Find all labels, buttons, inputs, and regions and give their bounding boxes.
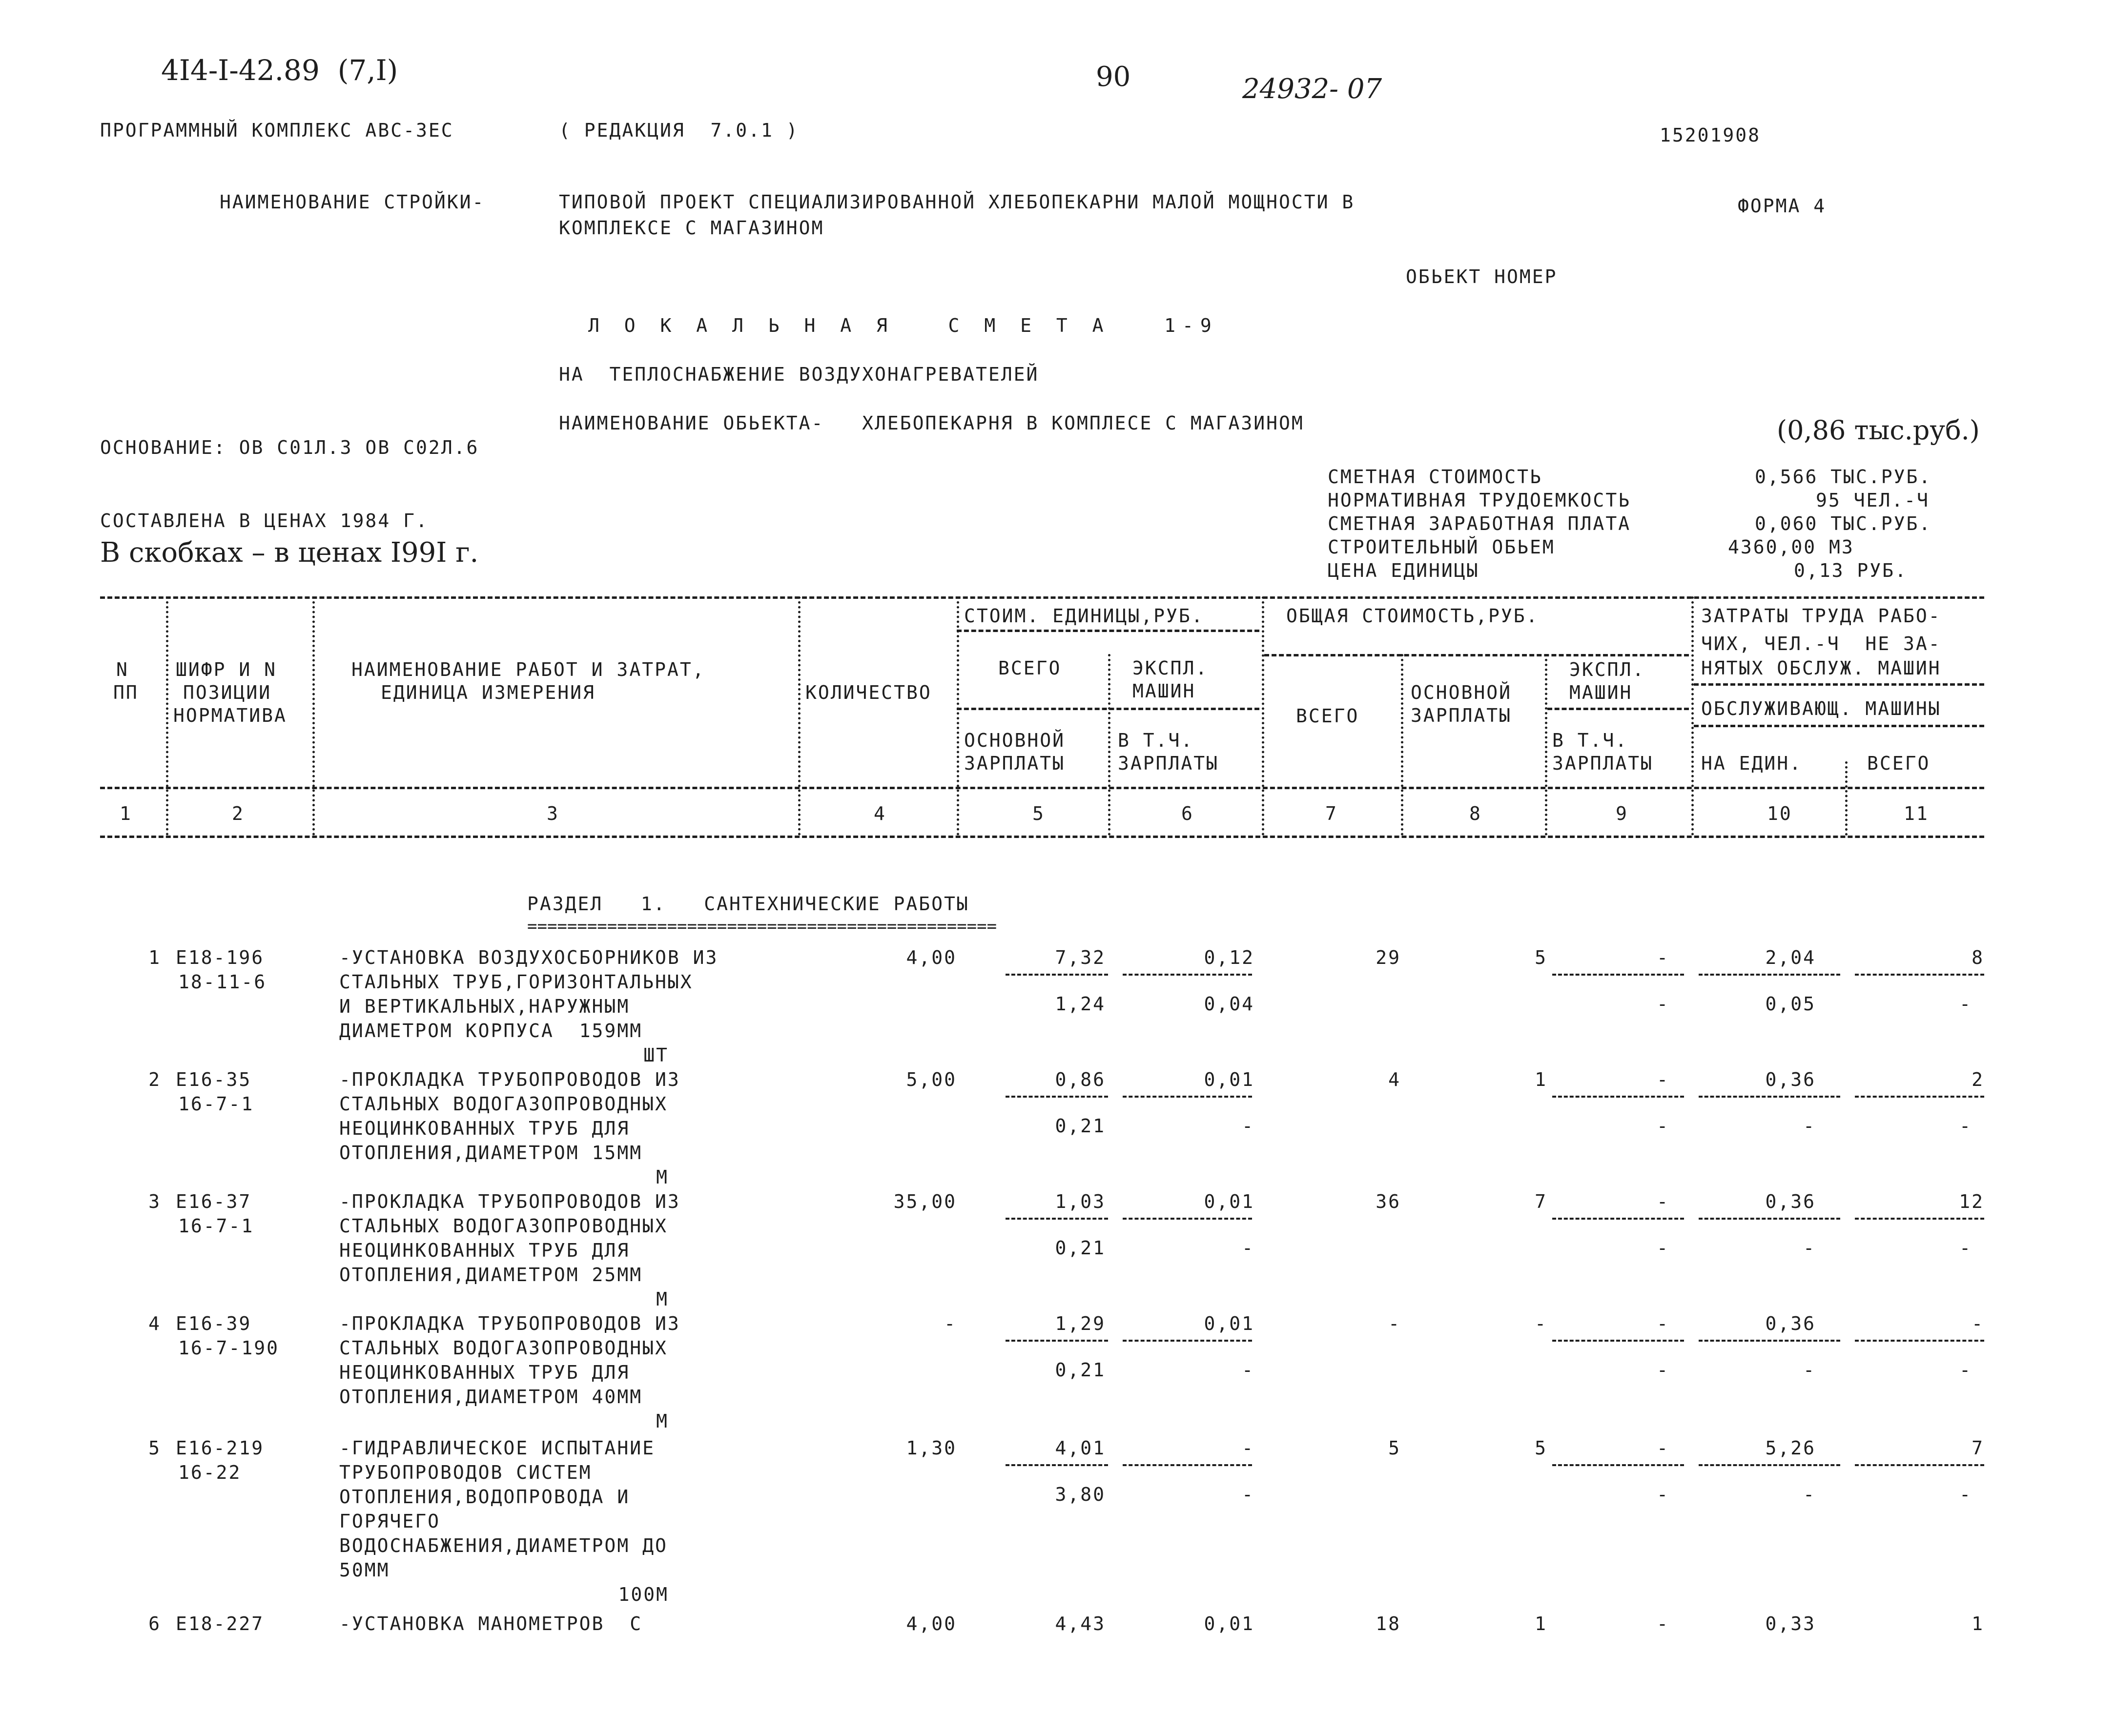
row-total-all: 36 <box>1376 1191 1401 1212</box>
header-rule <box>100 787 1984 789</box>
row-total-incl: - <box>1657 1359 1669 1381</box>
column-separator <box>312 596 315 836</box>
object-name: НАИМЕНОВАНИЕ ОБЬЕКТА- ХЛЕБОПЕКАРНЯ В КОМПЛЕСЕ С МАГАЗИНОМ <box>559 412 1304 434</box>
row-labor-unit: 0,36 <box>1765 1191 1816 1212</box>
column-number: 8 <box>1469 803 1482 824</box>
header-unit-mach: ЭКСПЛ. <box>1132 657 1209 679</box>
row-unit-total: 1,29 <box>1055 1313 1106 1334</box>
row-description: -ПРОКЛАДКА ТРУБОПРОВОДОВ ИЗ <box>339 1313 680 1334</box>
column-separator <box>1545 654 1547 836</box>
row-description: ВОДОСНАБЖЕНИЯ,ДИАМЕТРОМ ДО <box>339 1535 668 1556</box>
row-total-incl: - <box>1657 993 1669 1015</box>
summary-value: 0,060 ТЫС.РУБ. <box>1755 513 1932 534</box>
summary-label: СМЕТНАЯ ЗАРАБОТНАЯ ПЛАТА <box>1328 513 1631 534</box>
row-unit-wage: 3,80 <box>1055 1484 1106 1505</box>
row-labor-unit: 5,26 <box>1765 1437 1816 1459</box>
column-number: 4 <box>874 803 886 824</box>
row-labor-unit: 0,36 <box>1765 1069 1816 1090</box>
cell-divider <box>1552 1218 1684 1220</box>
row-description: СТАЛЬНЫХ ВОДОГАЗОПРОВОДНЫХ <box>339 1337 668 1359</box>
column-number: 11 <box>1904 803 1929 824</box>
row-unit-wage: 0,21 <box>1055 1115 1106 1137</box>
row-description: ОТОПЛЕНИЯ,ВОДОПРОВОДА И <box>339 1486 630 1508</box>
construction-name-line1: ТИПОВОЙ ПРОЕКТ СПЕЦИАЛИЗИРОВАННОЙ ХЛЕБОПЕКАРНИ МАЛОЙ МОЩНОСТИ В <box>559 191 1355 213</box>
row-quantity: 35,00 <box>893 1191 957 1212</box>
header-rule <box>100 836 1984 838</box>
estimate-title: Л О К А Л Ь Н А Я С М Е Т А 1-9 <box>588 315 1218 336</box>
row-number: 4 <box>148 1313 161 1334</box>
estimate-subject: НА ТЕПЛОСНАБЖЕНИЕ ВОЗДУХОНАГРЕВАТЕЛЕЙ <box>559 364 1039 385</box>
total-1991-prices: (0,86 тыс.руб.) <box>1777 415 1980 446</box>
row-total-all: 4 <box>1388 1069 1401 1090</box>
row-labor-total: 12 <box>1959 1191 1984 1212</box>
row-labor-serv: - <box>1803 1237 1816 1259</box>
row-number: 6 <box>148 1613 161 1634</box>
cell-divider <box>1552 1464 1684 1466</box>
row-unit: ШТ <box>643 1044 669 1066</box>
row-unit-total: 1,03 <box>1055 1191 1106 1212</box>
column-number: 9 <box>1616 803 1628 824</box>
row-number: 3 <box>148 1191 161 1212</box>
row-total-all: 5 <box>1388 1437 1401 1459</box>
header-subrule <box>1694 683 1984 686</box>
row-description: -ПРОКЛАДКА ТРУБОПРОВОДОВ ИЗ <box>339 1069 680 1090</box>
row-labor-serv: - <box>1803 1359 1816 1381</box>
summary-value: 0,13 РУБ. <box>1794 560 1908 581</box>
row-total-mach: - <box>1657 1437 1669 1459</box>
row-quantity: 5,00 <box>906 1069 957 1090</box>
row-unit-incl: 0,04 <box>1204 993 1254 1015</box>
row-unit-total: 7,32 <box>1055 947 1106 968</box>
header-subrule <box>1694 725 1984 727</box>
row-code: Е16-37 <box>176 1191 252 1212</box>
header-subrule <box>957 630 1259 632</box>
row-unit-total: 0,86 <box>1055 1069 1106 1090</box>
cell-divider <box>1855 974 1984 976</box>
row-total-incl: - <box>1657 1484 1669 1505</box>
header-labor: ЗАТРАТЫ ТРУДА РАБО- <box>1701 605 1941 627</box>
handwritten-number: 24932- 07 <box>1242 73 1382 105</box>
row-description: ОТОПЛЕНИЯ,ДИАМЕТРОМ 15ММ <box>339 1142 643 1164</box>
column-number: 3 <box>547 803 559 824</box>
row-number: 5 <box>148 1437 161 1459</box>
cell-divider <box>1123 1218 1252 1220</box>
row-unit-wage: 0,21 <box>1055 1359 1106 1381</box>
row-unit-wage: 0,21 <box>1055 1237 1106 1259</box>
row-unit-incl: - <box>1242 1359 1254 1381</box>
prices-1984: СОСТАВЛЕНА В ЦЕНАХ 1984 Г. <box>100 510 429 531</box>
row-total-wage: 1 <box>1535 1613 1547 1634</box>
column-separator <box>166 596 168 836</box>
column-number: 1 <box>120 803 132 824</box>
header-col1: N <box>116 659 129 680</box>
row-unit-total: 4,43 <box>1055 1613 1106 1634</box>
cell-divider <box>1855 1096 1984 1098</box>
row-labor-total-serv: - <box>1959 1115 1972 1137</box>
row-total-all: 29 <box>1376 947 1401 968</box>
header-col4: КОЛИЧЕСТВО <box>805 682 932 703</box>
row-description: -УСТАНОВКА МАНОМЕТРОВ С <box>339 1613 643 1634</box>
cell-divider <box>1699 1096 1840 1098</box>
column-number: 5 <box>1032 803 1045 824</box>
row-description: ГОРЯЧЕГО <box>339 1511 441 1532</box>
page-number: 90 <box>1096 61 1131 93</box>
row-description: ОТОПЛЕНИЯ,ДИАМЕТРОМ 25ММ <box>339 1264 643 1286</box>
row-labor-total: 7 <box>1972 1437 1984 1459</box>
row-description: СТАЛЬНЫХ ВОДОГАЗОПРОВОДНЫХ <box>339 1093 668 1115</box>
row-labor-total-serv: - <box>1959 993 1972 1015</box>
row-labor-total-serv: - <box>1959 1237 1972 1259</box>
cell-divider <box>1699 1464 1840 1466</box>
prices-1991-note: В скобках – в ценах I99I г. <box>100 537 479 569</box>
header-total-wage: ОСНОВНОЙ <box>1411 682 1512 703</box>
summary-label: ЦЕНА ЕДИНИЦЫ <box>1328 560 1479 581</box>
document-code: 4I4-I-42.89 (7,I) <box>161 54 398 87</box>
cell-divider <box>1006 1218 1108 1220</box>
cell-divider <box>1123 1340 1252 1342</box>
column-separator <box>1108 654 1110 836</box>
row-description: -ПРОКЛАДКА ТРУБОПРОВОДОВ ИЗ <box>339 1191 680 1212</box>
row-quantity: 1,30 <box>906 1437 957 1459</box>
row-labor-total-serv: - <box>1959 1484 1972 1505</box>
header-labor-total: ВСЕГО <box>1867 753 1931 774</box>
cell-divider <box>1006 1340 1108 1342</box>
row-description: НЕОЦИНКОВАННЫХ ТРУБ ДЛЯ <box>339 1240 630 1261</box>
header-labor-serv: ОБСЛУЖИВАЮЩ. МАШИНЫ <box>1701 698 1941 719</box>
summary-label: СТРОИТЕЛЬНЫЙ ОБЬЕМ <box>1328 536 1555 558</box>
header-col3: ЕДИНИЦА ИЗМЕРЕНИЯ <box>381 682 596 703</box>
header-total-incl: ЗАРПЛАТЫ <box>1552 753 1654 774</box>
construction-name-line2: КОМПЛЕКСЕ С МАГАЗИНОМ <box>559 217 824 239</box>
header-total-wage: ЗАРПЛАТЫ <box>1411 705 1512 726</box>
row-labor-total: 2 <box>1972 1069 1984 1090</box>
row-unit: 100М <box>618 1584 669 1605</box>
header-unit-wage: ОСНОВНОЙ <box>964 730 1066 751</box>
row-quantity: - <box>944 1313 957 1334</box>
row-labor-total: - <box>1972 1313 1984 1334</box>
row-total-wage: 7 <box>1535 1191 1547 1212</box>
row-unit-mach: - <box>1242 1437 1254 1459</box>
program-edition: ( РЕДАКЦИЯ 7.0.1 ) <box>559 120 799 141</box>
column-number: 10 <box>1767 803 1792 824</box>
header-total-incl: В Т.Ч. <box>1552 730 1628 751</box>
row-total-all: - <box>1388 1313 1401 1334</box>
column-separator <box>1262 596 1264 836</box>
header-unit-total: ВСЕГО <box>998 657 1062 679</box>
object-number: ОБЬЕКТ НОМЕР <box>1406 266 1558 287</box>
row-description: НЕОЦИНКОВАННЫХ ТРУБ ДЛЯ <box>339 1118 630 1139</box>
row-unit: М <box>656 1410 669 1432</box>
header-col2: ПОЗИЦИИ <box>183 682 272 703</box>
summary-label: НОРМАТИВНАЯ ТРУДОЕМКОСТЬ <box>1328 490 1631 511</box>
row-unit-incl: - <box>1242 1484 1254 1505</box>
row-code: Е16-35 <box>176 1069 252 1090</box>
header-col2: НОРМАТИВА <box>173 705 287 726</box>
row-code-secondary: 18-11-6 <box>178 971 267 993</box>
row-quantity: 4,00 <box>906 1613 957 1634</box>
row-labor-unit: 2,04 <box>1765 947 1816 968</box>
column-number: 6 <box>1181 803 1194 824</box>
section-underline: =============================================== <box>527 917 997 936</box>
row-code-secondary: 16-7-1 <box>178 1093 254 1115</box>
header-unit-wage: ЗАРПЛАТЫ <box>964 753 1066 774</box>
column-separator <box>1401 654 1403 836</box>
cell-divider <box>1552 1340 1684 1342</box>
row-quantity: 4,00 <box>906 947 957 968</box>
summary-value: 0,566 ТЫС.РУБ. <box>1755 466 1932 488</box>
column-separator <box>798 596 801 836</box>
row-unit-total: 4,01 <box>1055 1437 1106 1459</box>
row-total-wage: 1 <box>1535 1069 1547 1090</box>
cell-divider <box>1123 974 1252 976</box>
header-unit-incl: В Т.Ч. <box>1118 730 1194 751</box>
row-description: ОТОПЛЕНИЯ,ДИАМЕТРОМ 40ММ <box>339 1386 643 1408</box>
row-unit-mach: 0,01 <box>1204 1613 1254 1634</box>
row-labor-total: 8 <box>1972 947 1984 968</box>
cell-divider <box>1855 1218 1984 1220</box>
row-total-mach: - <box>1657 1613 1669 1634</box>
row-description: -УСТАНОВКА ВОЗДУХОСБОРНИКОВ ИЗ <box>339 947 719 968</box>
row-labor-unit: 0,33 <box>1765 1613 1816 1634</box>
row-number: 2 <box>148 1069 161 1090</box>
form-number: ФОРМА 4 <box>1738 195 1827 217</box>
construction-label: НАИМЕНОВАНИЕ СТРОЙКИ- <box>220 191 485 213</box>
row-description: ТРУБОПРОВОДОВ СИСТЕМ <box>339 1462 592 1483</box>
header-total-cost: ОБЩАЯ СТОИМОСТЬ,РУБ. <box>1286 605 1539 627</box>
header-rule <box>100 596 1984 599</box>
row-description: СТАЛЬНЫХ ВОДОГАЗОПРОВОДНЫХ <box>339 1215 668 1237</box>
cell-divider <box>1855 1340 1984 1342</box>
row-total-mach: - <box>1657 1069 1669 1090</box>
row-unit: М <box>656 1166 669 1188</box>
summary-label: СМЕТНАЯ СТОИМОСТЬ <box>1328 466 1542 488</box>
cell-divider <box>1552 1096 1684 1098</box>
row-code-secondary: 16-7-190 <box>178 1337 280 1359</box>
row-labor-total: 1 <box>1972 1613 1984 1634</box>
row-total-mach: - <box>1657 1191 1669 1212</box>
row-code: Е18-196 <box>176 947 265 968</box>
header-subrule <box>1264 654 1689 656</box>
row-labor-serv: - <box>1803 1484 1816 1505</box>
header-total-mach: МАШИН <box>1569 682 1633 703</box>
column-number: 2 <box>232 803 245 824</box>
cell-divider <box>1699 1218 1840 1220</box>
code-right: 15201908 <box>1660 124 1761 146</box>
row-code: Е16-219 <box>176 1437 265 1459</box>
header-col3: НАИМЕНОВАНИЕ РАБОТ И ЗАТРАТ, <box>351 659 705 680</box>
row-labor-total-serv: - <box>1959 1359 1972 1381</box>
header-col2: ШИФР И N <box>176 659 277 680</box>
row-description: -ГИДРАВЛИЧЕСКОЕ ИСПЫТАНИЕ <box>339 1437 655 1459</box>
row-total-mach: - <box>1657 1313 1669 1334</box>
row-description: 50ММ <box>339 1559 390 1581</box>
section-title: РАЗДЕЛ 1. САНТЕХНИЧЕСКИЕ РАБОТЫ <box>527 893 969 915</box>
row-total-incl: - <box>1657 1237 1669 1259</box>
header-total-all: ВСЕГО <box>1296 705 1359 727</box>
cell-divider <box>1006 1096 1108 1098</box>
column-separator <box>1845 761 1848 836</box>
header-labor-unit: НА ЕДИН. <box>1701 753 1803 774</box>
row-total-wage: 5 <box>1535 1437 1547 1459</box>
column-separator <box>957 596 959 836</box>
row-unit-wage: 1,24 <box>1055 993 1106 1015</box>
row-description: СТАЛЬНЫХ ТРУБ,ГОРИЗОНТАЛЬНЫХ <box>339 971 693 993</box>
cell-divider <box>1006 974 1108 976</box>
basis: ОСНОВАНИЕ: ОВ С01Л.3 ОВ С02Л.6 <box>100 437 479 458</box>
row-unit: М <box>656 1288 669 1310</box>
program-name: ПРОГРАММНЫЙ КОМПЛЕКС АВС-3ЕС <box>100 120 454 141</box>
cell-divider <box>1006 1464 1108 1466</box>
header-unit-mach: МАШИН <box>1132 680 1196 702</box>
cell-divider <box>1699 974 1840 976</box>
row-number: 1 <box>148 947 161 968</box>
cell-divider <box>1855 1464 1984 1466</box>
header-labor: НЯТЫХ ОБСЛУЖ. МАШИН <box>1701 657 1941 679</box>
header-unit-cost: СТОИМ. ЕДИНИЦЫ,РУБ. <box>964 605 1204 627</box>
header-total-mach: ЭКСПЛ. <box>1569 659 1645 680</box>
row-total-all: 18 <box>1376 1613 1401 1634</box>
column-separator <box>1691 596 1694 836</box>
row-unit-mach: 0,01 <box>1204 1191 1254 1212</box>
row-total-wage: - <box>1535 1313 1547 1334</box>
cell-divider <box>1699 1340 1840 1342</box>
header-subrule <box>1547 708 1689 710</box>
row-description: И ВЕРТИКАЛЬНЫХ,НАРУЖНЫМ <box>339 996 630 1017</box>
header-unit-incl: ЗАРПЛАТЫ <box>1118 753 1219 774</box>
row-unit-incl: - <box>1242 1115 1254 1137</box>
header-col1: ПП <box>113 682 139 703</box>
cell-divider <box>1123 1464 1252 1466</box>
column-number: 7 <box>1325 803 1338 824</box>
summary-value: 4360,00 М3 <box>1728 536 1854 558</box>
row-code: Е18-227 <box>176 1613 265 1634</box>
row-description: ДИАМЕТРОМ КОРПУСА 159ММ <box>339 1020 643 1042</box>
summary-value: 95 ЧЕЛ.-Ч <box>1816 490 1930 511</box>
row-unit-incl: - <box>1242 1237 1254 1259</box>
row-labor-unit: 0,36 <box>1765 1313 1816 1334</box>
cell-divider <box>1123 1096 1252 1098</box>
row-unit-mach: 0,12 <box>1204 947 1254 968</box>
row-total-wage: 5 <box>1535 947 1547 968</box>
row-code: Е16-39 <box>176 1313 252 1334</box>
row-labor-serv: 0,05 <box>1765 993 1816 1015</box>
row-labor-serv: - <box>1803 1115 1816 1137</box>
cell-divider <box>1552 974 1684 976</box>
row-unit-mach: 0,01 <box>1204 1069 1254 1090</box>
row-total-incl: - <box>1657 1115 1669 1137</box>
header-labor: ЧИХ, ЧЕЛ.-Ч НЕ ЗА- <box>1701 633 1941 654</box>
row-code-secondary: 16-7-1 <box>178 1215 254 1237</box>
row-code-secondary: 16-22 <box>178 1462 242 1483</box>
row-total-mach: - <box>1657 947 1669 968</box>
row-description: НЕОЦИНКОВАННЫХ ТРУБ ДЛЯ <box>339 1362 630 1383</box>
row-unit-mach: 0,01 <box>1204 1313 1254 1334</box>
